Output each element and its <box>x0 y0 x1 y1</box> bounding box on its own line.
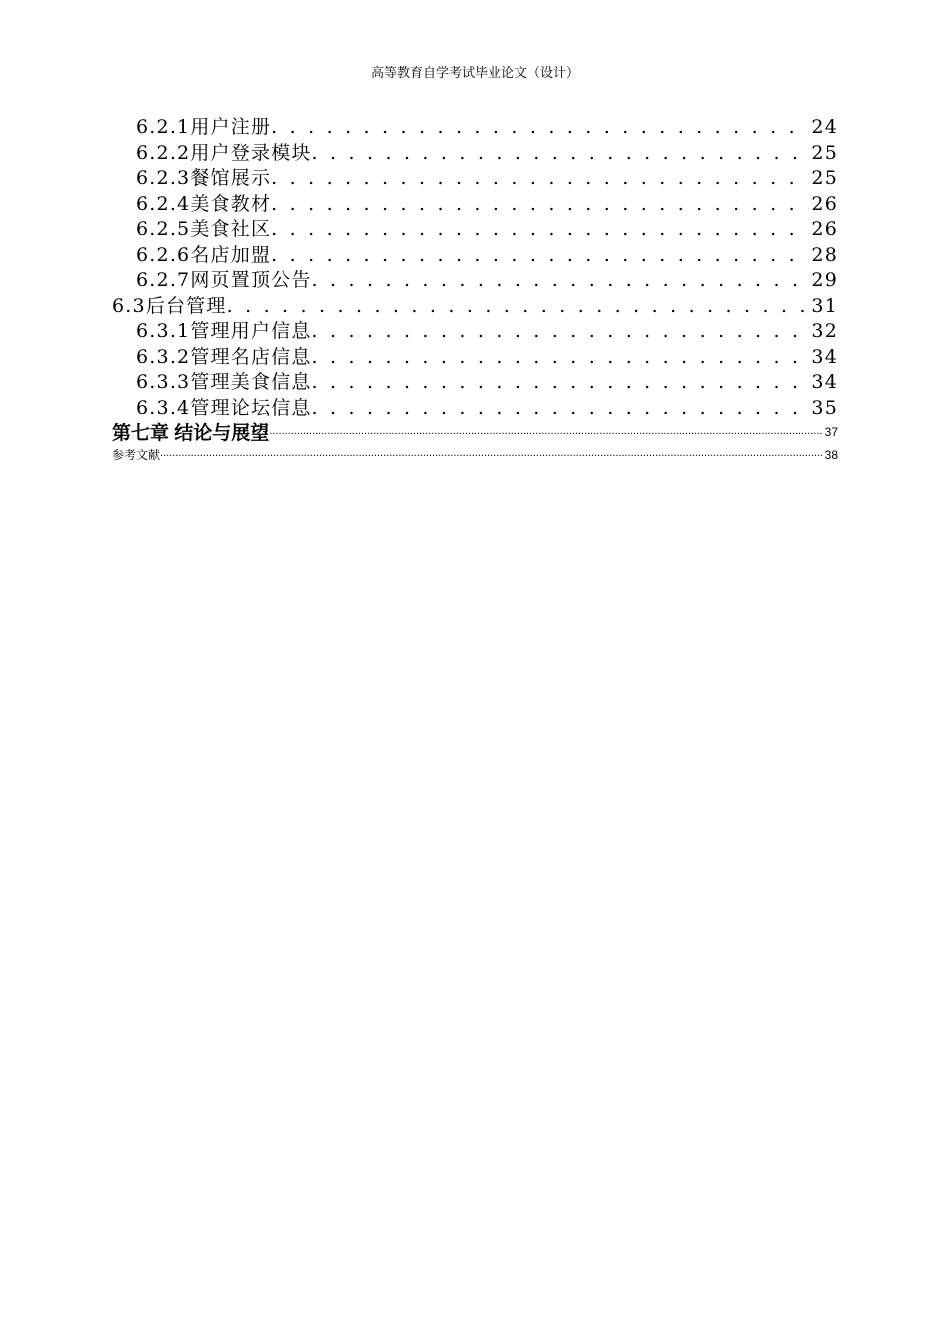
header-title: 高等教育自学考试毕业论文（设计） <box>370 66 579 81</box>
toc-entry-page: 29 <box>811 269 838 291</box>
toc-dot-leader <box>271 166 809 192</box>
toc-entry-page: 37 <box>824 425 838 439</box>
toc-entry-label: 6.3后台管理 <box>112 294 227 317</box>
toc-dot-leader <box>269 422 822 446</box>
toc-dot-leader <box>312 370 810 396</box>
toc-section-entry[interactable] <box>112 294 838 320</box>
toc-entry-page: 34 <box>811 345 838 368</box>
toc-entry[interactable] <box>112 141 838 167</box>
toc-entry-page: 38 <box>824 448 838 462</box>
toc-entry[interactable] <box>112 115 838 141</box>
toc-entry[interactable] <box>112 268 838 294</box>
toc-dot-leader <box>312 319 810 345</box>
toc-entry-label: 6.3.1管理用户信息 <box>136 320 312 342</box>
toc-entry[interactable] <box>112 396 838 422</box>
toc-entry-label: 参考文献 <box>112 448 161 462</box>
toc-entry-label: 6.2.7网页置顶公告 <box>136 269 312 291</box>
toc-entry-label: 6.3.4管理论坛信息 <box>136 396 312 419</box>
page-header <box>0 64 950 84</box>
toc-dot-leader <box>312 141 810 167</box>
toc-dot-leader <box>227 294 810 320</box>
toc-entry-label: 6.3.3管理美食信息 <box>136 371 312 393</box>
toc-dot-leader <box>160 446 823 464</box>
toc-entry-page: 35 <box>811 396 838 419</box>
toc-entry-label: 6.3.2管理名店信息 <box>136 345 312 368</box>
toc-entry-label: 6.2.6名店加盟 <box>136 243 272 266</box>
toc-dot-leader <box>312 345 810 371</box>
toc-dot-leader <box>271 217 809 243</box>
toc-entry-page: 25 <box>811 141 838 164</box>
toc-entry[interactable] <box>112 370 838 396</box>
toc-entry-page: 24 <box>811 116 838 138</box>
toc-entry[interactable] <box>112 192 838 218</box>
toc-entry[interactable] <box>112 166 838 192</box>
toc-entry-page: 32 <box>811 320 838 342</box>
toc-entry-label: 6.2.4美食教材 <box>136 192 272 215</box>
toc-dot-leader <box>312 396 810 422</box>
toc-entry-page: 25 <box>811 167 838 189</box>
toc-entry[interactable] <box>112 319 838 345</box>
toc-entry-label: 6.2.1用户注册 <box>136 116 272 138</box>
toc-chapter-entry[interactable] <box>112 422 838 446</box>
table-of-contents <box>112 115 838 464</box>
toc-entry[interactable] <box>112 345 838 371</box>
toc-entry-page: 26 <box>811 192 838 215</box>
toc-dot-leader <box>271 243 809 269</box>
toc-entry-label: 6.2.5美食社区 <box>136 218 272 240</box>
toc-entry[interactable] <box>112 217 838 243</box>
toc-dot-leader <box>271 192 809 218</box>
toc-entry-page: 31 <box>811 294 838 317</box>
toc-references-entry[interactable] <box>112 446 838 464</box>
toc-entry-page: 28 <box>811 243 838 266</box>
toc-entry-label: 6.2.2用户登录模块 <box>136 141 312 164</box>
toc-entry-label: 第七章 结论与展望 <box>112 423 270 444</box>
toc-entry-label: 6.2.3餐馆展示 <box>136 167 272 189</box>
toc-entry-page: 26 <box>811 218 838 240</box>
toc-entry[interactable] <box>112 243 838 269</box>
toc-dot-leader <box>271 115 809 141</box>
toc-dot-leader <box>312 268 810 294</box>
toc-entry-page: 34 <box>811 371 838 393</box>
